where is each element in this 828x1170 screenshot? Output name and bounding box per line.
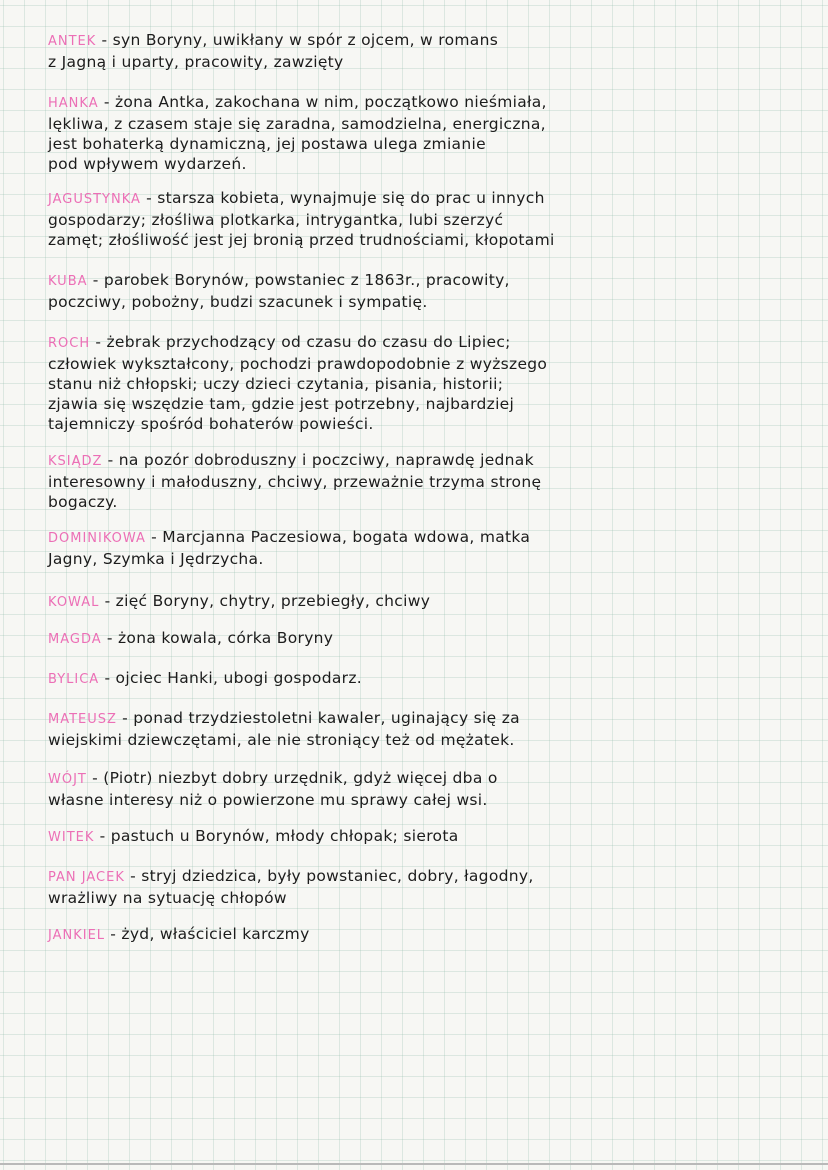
entry-line: stanu niż chłopski; uczy dzieci czytania, pisania, historii; <box>48 375 504 393</box>
character-entry-jankiel <box>48 924 778 946</box>
character-name: MAGDA <box>48 632 102 647</box>
character-name: KSIĄDZ <box>48 454 103 469</box>
character-entry-hanka <box>48 92 778 174</box>
description-text: - parobek Borynów, powstaniec z 1863r., pracowity, <box>92 271 510 289</box>
character-entry-jagustynka <box>48 188 778 250</box>
entry-line: zjawia się wszędzie tam, gdzie jest potrzebny, najbardziej <box>48 395 515 413</box>
character-entry-bylica <box>48 668 778 690</box>
entry-line: gospodarzy; złośliwa plotkarka, intrygantka, lubi szerzyć <box>48 211 504 229</box>
character-name: HANKA <box>48 96 99 111</box>
description-text: - żona kowala, córka Boryny <box>106 629 334 647</box>
entry-line: interesowny i małoduszny, chciwy, przeważnie trzyma stronę <box>48 473 542 491</box>
entry-line: wrażliwy na sytuację chłopów <box>48 889 287 907</box>
entry-line <box>48 527 778 549</box>
character-name: PAN JACEK <box>48 870 125 885</box>
character-entry-ksiadz <box>48 450 778 512</box>
character-entry-witek <box>48 826 778 848</box>
character-name: JAGUSTYNKA <box>48 192 141 207</box>
description-text: - żebrak przychodzący od czasu do czasu do Lipiec; <box>95 333 511 351</box>
entry-line <box>48 924 778 946</box>
entry-line <box>48 591 778 613</box>
entry-line <box>48 768 778 790</box>
description-text: - ojciec Hanki, ubogi gospodarz. <box>104 669 362 687</box>
entry-line: Jagny, Szymka i Jędrzycha. <box>48 550 264 568</box>
description-text: - zięć Boryny, chytry, przebiegły, chciwy <box>104 592 431 610</box>
description-text: - stryj dziedzica, były powstaniec, dobry, łagodny, <box>130 867 534 885</box>
entry-line <box>48 188 778 210</box>
character-name: ANTEK <box>48 34 97 49</box>
character-name: MATEUSZ <box>48 712 117 727</box>
description-text: - (Piotr) niezbyt dobry urzędnik, gdyż więcej dba o <box>92 769 498 787</box>
description-text: - pastuch u Borynów, młody chłopak; sierota <box>99 827 459 845</box>
entry-line <box>48 270 778 292</box>
entry-line <box>48 826 778 848</box>
entry-line: własne interesy niż o powierzone mu sprawy całej wsi. <box>48 791 488 809</box>
entry-line: człowiek wykształcony, pochodzi prawdopodobnie z wyższego <box>48 355 548 373</box>
entry-line: z Jagną i uparty, pracowity, zawzięty <box>48 53 344 71</box>
entry-line <box>48 866 778 888</box>
description-text: - na pozór dobroduszny i poczciwy, naprawdę jednak <box>107 451 534 469</box>
character-entry-kuba <box>48 270 778 312</box>
character-name: WÓJT <box>48 772 87 787</box>
entry-line <box>48 30 778 52</box>
entry-line: jest bohaterką dynamiczną, jej postawa ulega zmianie <box>48 135 486 153</box>
description-text: - Marcjanna Paczesiowa, bogata wdowa, matka <box>151 528 531 546</box>
character-entry-magda <box>48 628 778 650</box>
character-name: KUBA <box>48 274 88 289</box>
entry-line <box>48 92 778 114</box>
character-entry-kowal <box>48 591 778 613</box>
character-entry-wojt <box>48 768 778 810</box>
description-text: - żyd, właściciel karczmy <box>110 925 310 943</box>
character-entry-roch <box>48 332 778 434</box>
description-text: - syn Boryny, uwikłany w spór z ojcem, w romans <box>101 31 499 49</box>
character-entry-antek <box>48 30 778 72</box>
character-name: ROCH <box>48 336 91 351</box>
character-name: WITEK <box>48 830 95 845</box>
character-entry-mateusz <box>48 708 778 750</box>
entry-line: pod wpływem wydarzeń. <box>48 155 247 173</box>
entry-line: zamęt; złośliwość jest jej bronią przed trudnościami, kłopotami <box>48 231 555 249</box>
entry-line: lękliwa, z czasem staje się zaradna, samodzielna, energiczna, <box>48 115 546 133</box>
entry-line <box>48 450 778 472</box>
character-entry-dominikowa <box>48 527 778 569</box>
description-text: - żona Antka, zakochana w nim, początkowo nieśmiała, <box>103 93 547 111</box>
entry-line <box>48 628 778 650</box>
entry-line <box>48 708 778 730</box>
description-text: - ponad trzydziestoletni kawaler, uginający się za <box>122 709 520 727</box>
entry-line: tajemniczy spośród bohaterów powieści. <box>48 415 374 433</box>
character-entry-pan-jacek <box>48 866 778 908</box>
character-name: BYLICA <box>48 672 100 687</box>
character-name: JANKIEL <box>48 928 106 943</box>
entry-line <box>48 332 778 354</box>
entry-line <box>48 668 778 690</box>
entry-line: bogaczy. <box>48 493 118 511</box>
entry-line: wiejskimi dziewczętami, ale nie stroniący też od mężatek. <box>48 731 515 749</box>
character-name: DOMINIKOWA <box>48 531 146 546</box>
character-name: KOWAL <box>48 595 100 610</box>
entry-line: poczciwy, pobożny, budzi szacunek i sympatię. <box>48 293 428 311</box>
page-bottom-divider <box>0 1163 828 1165</box>
description-text: - starsza kobieta, wynajmuje się do prac u innych <box>146 189 545 207</box>
